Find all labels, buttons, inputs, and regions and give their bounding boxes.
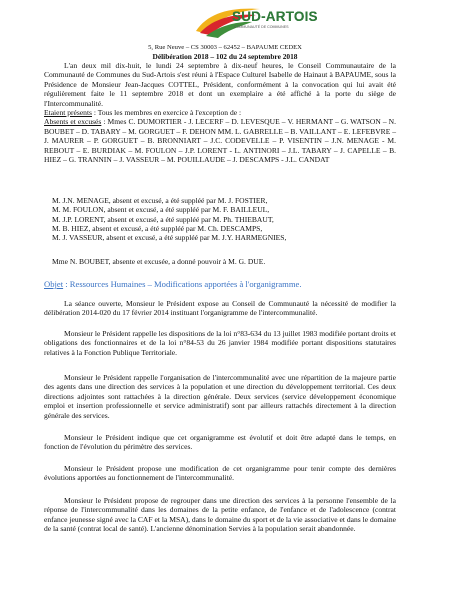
attendance-section [44,108,396,164]
body-paragraph-4: Monsieur le Président indique que cet organigramme est évolutif et doit être adapté dans le temps, en fonction de l'évolution du périmètre des services. [44,433,396,452]
absents-text: : Mmes C. DUMORTIER - J. LECERF – D. LEVESQUE – V. HERMANT – G. WATSON – N. BOUBET – D. TABARY – M. GORGUET – F. DEHON MM. L. GABRELLE – B. VAILLANT – E. LEFEBVRE – J. MAURER – P. GORGUET – B. BRONNIART – J.C. CODEVELLE – P. VISENTIN – J.N. MENAGE - M. REBOUT – E. BURDIAK – M. FOULON – J.P. LORENT - L. ANTINORI – J.L. TABARY – J. CAPELLE – B. HIEZ – G. TRANNIN – J. VASSEUR – M. POUILLAUDE – J. DESCAMPS - J.L. CANDAT [44,117,396,165]
body-paragraph-6: Monsieur le Président propose de regrouper dans une direction des services à la personne l'ensemble de la réponse de l'intercommunalité dans les domaines de la petite enfance, de l'enfance et de l'adolescence (contrat enfance jeunesse signé avec la CAF et la MSA), dans le domaine du sport et de la vie associative et dans le domaine de la santé (contrat local de santé). L'ancienne dénomination Servies à la population serait abandonnée. [44,496,396,534]
proxy-line: Mme N. BOUBET, absente et excusée, a donné pouvoir à M. G. DUE. [52,257,266,266]
deliberation-title: Délibération 2018 – 102 du 24 septembre 2018 [152,52,298,61]
sud-artois-logo [190,3,318,41]
logo-subtitle: COMMUNAUTÉ DE COMMUNES [234,25,289,29]
substitution-list [52,196,382,242]
objet-heading [44,279,404,289]
intro-paragraph: L'an deux mil dix-huit, le lundi 24 septembre à dix-neuf heures, le Conseil Communautaire de la Communauté de Communes du Sud-Artois s'est réuni à l'Espace Culturel Isabelle de Hainaut à BAPAUME, sous la Présidence de Monsieur Jean-Jacques COTTEL, Président, conformément à la convocation qui lui avait été régulièrement faite le 11 septembre 2018 et dont un exemplaire a été affiché à la porte du siège de l'Intercommunalité. [44,61,396,108]
present-label: Etaient présents [44,108,92,117]
body-paragraph-2: Monsieur le Président rappelle les dispositions de la loi n°83-634 du 13 juillet 1983 modifiée portant droits et obligations des fonctionnaires et de la loi n°84-53 du 26 janvier 1984 modifiée portant dispositions statutaires relatives à la Fonction Publique Territoriale. [44,329,396,357]
substitution-item: M. J.P. LORENT, absent et excusé, a été suppléé par M. Ph. THIEBAUT, [52,214,274,224]
absents-paragraph [44,117,396,164]
substitution-item: M. J. VASSEUR, absent et excusé, a été suppléé par M. J.Y. HARMEGNIES, [52,233,287,243]
substitution-item: M. J.N. MENAGE, absent et excusé, a été suppléé par M. J. FOSTIER, [52,196,268,205]
absents-label: Absents et excusés [44,117,102,127]
body-paragraph-5: Monsieur le Président propose une modification de cet organigramme pour tenir compte des dernières évolutions apportées au fonctionnement de l'intercommunalité. [44,464,396,483]
present-line [44,108,396,117]
body-paragraph-1: La séance ouverte, Monsieur le Président expose au Conseil de Communauté la nécessité de modifier la délibération 2014-020 du 17 février 2014 instituant l'organigramme de l'intercommunalité. [44,299,396,318]
body-paragraph-3: Monsieur le Président rappelle l'organisation de l'intercommunalité avec une répartition de la majeure partie des agents dans une direction des services à la population et une direction du développement territorial. Ces deux directions adjointes sont rattachées à la direction générale. Deux services (service développement économique emploi et insertion professionnelle et service administratif) sont par ailleurs rattachés directement à la direction générale des services. [44,373,396,420]
objet-text: : Ressources Humaines – Modifications apportées à l'organigramme. [63,279,302,289]
logo-wordmark: SUD-ARTOIS [232,9,318,24]
objet-label: Objet [44,279,64,289]
substitution-item: M. M. FOULON, absent et excusé, a été suppléé par M. F. BAILLEUL, [52,205,270,215]
address-line: 5, Rue Neuve – CS 30003 – 62452 – BAPAUME CEDEX [148,44,302,51]
present-text: : Tous les membres en exercice à l'exception de : [92,108,242,117]
substitution-item: M. B. HIEZ, absent et excusé, a été suppléé par M. Ch. DESCAMPS, [52,223,263,233]
